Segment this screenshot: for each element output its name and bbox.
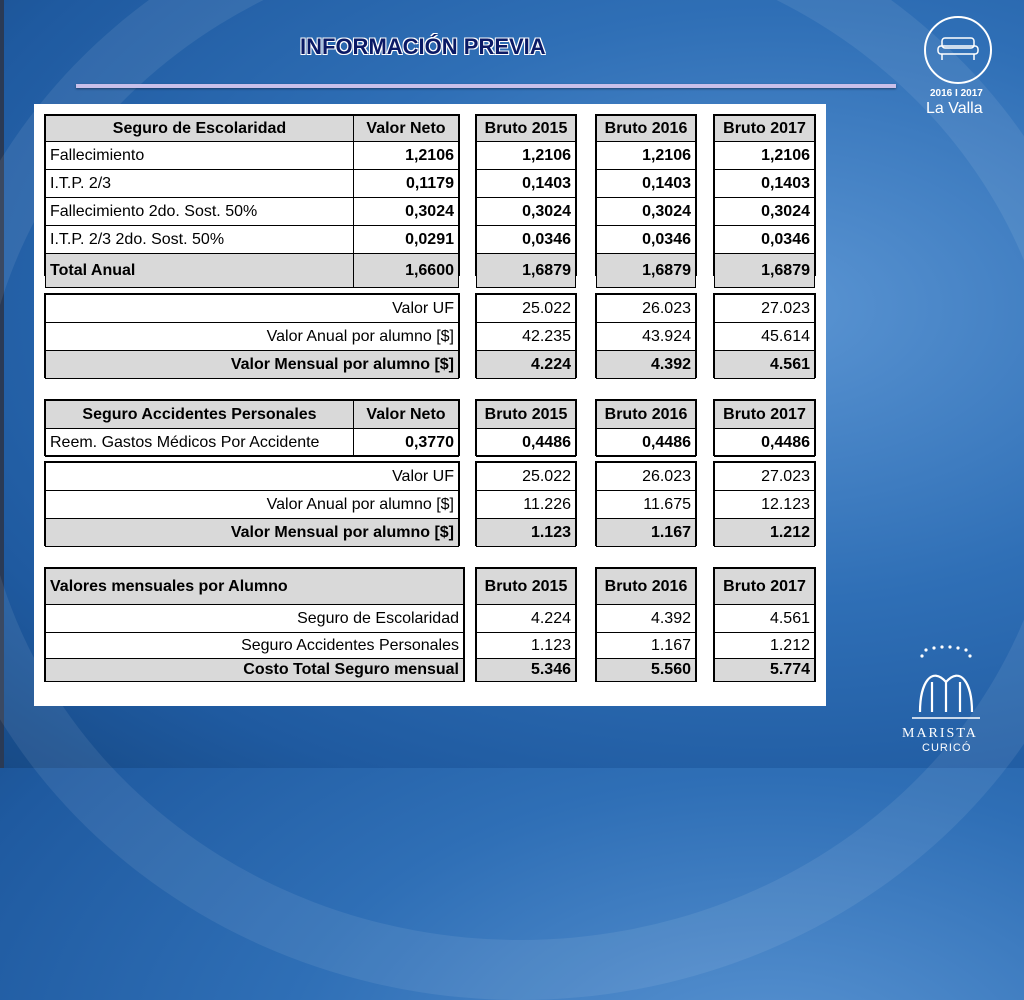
cell: 25.022: [477, 295, 576, 323]
row-label: I.T.P. 2/3 2do. Sost. 50%: [46, 226, 354, 254]
col-header: Bruto 2015: [477, 569, 576, 605]
escolaridad-values-2017: [713, 293, 816, 378]
cell: 0,4486: [597, 429, 696, 457]
cell: 4.224: [477, 351, 576, 379]
cell: 4.561: [715, 605, 815, 633]
cell: 0,4486: [715, 429, 815, 457]
col-header: Valor Neto: [354, 116, 459, 142]
row-label: Seguro de Escolaridad: [46, 605, 464, 633]
escolaridad-values-labels: [44, 293, 460, 378]
cell: 5.774: [715, 659, 815, 682]
cell: 1.167: [597, 519, 696, 547]
accidentes-values-2017: [713, 461, 816, 546]
col-header: Bruto 2016: [597, 569, 696, 605]
row-label: Fallecimiento: [46, 142, 354, 170]
cell: 5.346: [477, 659, 576, 682]
cell: 0,1403: [715, 170, 815, 198]
cell: 4.392: [597, 605, 696, 633]
cell: 0,3770: [354, 429, 459, 457]
cell: 1,2106: [477, 142, 576, 170]
col-header: Bruto 2015: [477, 401, 576, 429]
col-header: Bruto 2016: [597, 401, 696, 429]
cell: 0,1403: [597, 170, 696, 198]
accidentes-values-labels: [44, 461, 460, 546]
accidentes-2017-table: [713, 399, 816, 456]
col-header: Seguro Accidentes Personales: [46, 401, 354, 429]
cell: 0,3024: [715, 198, 815, 226]
escolaridad-2017-table: [713, 114, 816, 279]
row-label: Valor UF: [46, 295, 459, 323]
mensuales-2017-table: [713, 567, 816, 682]
cell: 4.392: [597, 351, 696, 379]
cell: 27.023: [715, 463, 815, 491]
title-underline: [76, 84, 896, 88]
mensuales-labels-table: [44, 567, 465, 682]
logo-years: 2016 I 2017: [930, 88, 983, 99]
logo-name: La Valla: [926, 100, 983, 117]
cell: 43.924: [597, 323, 696, 351]
cell: 0,0291: [354, 226, 459, 254]
accidentes-2015-table: [475, 399, 577, 456]
escolaridad-values-2016: [595, 293, 697, 378]
cell: 11.226: [477, 491, 576, 519]
col-header: Seguro de Escolaridad: [46, 116, 354, 142]
col-header: Bruto 2017: [715, 569, 815, 605]
mensuales-2016-table: [595, 567, 697, 682]
brand-city: CURICÓ: [922, 742, 972, 754]
content-panel: [34, 104, 826, 706]
cell: 1.212: [715, 519, 815, 547]
cell: 4.224: [477, 605, 576, 633]
cell: 1,2106: [597, 142, 696, 170]
row-label: Seguro Accidentes Personales: [46, 633, 464, 659]
col-header: Bruto 2015: [477, 116, 576, 142]
accidentes-values-2016: [595, 461, 697, 546]
total-label: Valor Mensual por alumno [$]: [46, 519, 459, 547]
cell: 12.123: [715, 491, 815, 519]
cell: 0,3024: [354, 198, 459, 226]
mensuales-2015-table: [475, 567, 577, 682]
cell: 26.023: [597, 295, 696, 323]
escolaridad-2016-table: [595, 114, 697, 279]
cell: 1,6600: [354, 254, 459, 288]
cell: 0,3024: [477, 198, 576, 226]
cell: 1,2106: [354, 142, 459, 170]
row-label: I.T.P. 2/3: [46, 170, 354, 198]
escolaridad-2015-table: [475, 114, 577, 279]
cell: 1.167: [597, 633, 696, 659]
row-label: Valor UF: [46, 463, 459, 491]
sofa-icon: [936, 36, 980, 62]
col-header: Valores mensuales por Alumno: [46, 569, 464, 605]
cell: 0,0346: [477, 226, 576, 254]
cell: 0,0346: [597, 226, 696, 254]
cell: 1.123: [477, 633, 576, 659]
total-label: Costo Total Seguro mensual: [46, 659, 464, 682]
accidentes-values-2015: [475, 461, 577, 546]
row-label: Valor Anual por alumno [$]: [46, 491, 459, 519]
row-label: Reem. Gastos Médicos Por Accidente: [46, 429, 354, 457]
accidentes-2016-table: [595, 399, 697, 456]
col-header: Bruto 2017: [715, 116, 815, 142]
cell: 1,6879: [597, 254, 696, 288]
cell: 1,6879: [715, 254, 815, 288]
brand-name: MARISTA: [902, 726, 978, 741]
col-header: Bruto 2016: [597, 116, 696, 142]
escolaridad-left-table: [44, 114, 460, 279]
cell: 45.614: [715, 323, 815, 351]
accidentes-left-table: [44, 399, 460, 456]
row-label: Fallecimiento 2do. Sost. 50%: [46, 198, 354, 226]
cell: 4.561: [715, 351, 815, 379]
cell: 11.675: [597, 491, 696, 519]
cell: 1.212: [715, 633, 815, 659]
cell: 5.560: [597, 659, 696, 682]
col-header: Bruto 2017: [715, 401, 815, 429]
cell: 27.023: [715, 295, 815, 323]
total-label: Total Anual: [46, 254, 354, 288]
cell: 26.023: [597, 463, 696, 491]
cell: 1,6879: [477, 254, 576, 288]
cell: 1,2106: [715, 142, 815, 170]
cell: 42.235: [477, 323, 576, 351]
row-label: Valor Anual por alumno [$]: [46, 323, 459, 351]
cell: 0,1179: [354, 170, 459, 198]
cell: 1.123: [477, 519, 576, 547]
la-valla-logo: [924, 16, 992, 84]
page-title: INFORMACIÓN PREVIA: [300, 34, 546, 59]
cell: 25.022: [477, 463, 576, 491]
total-label: Valor Mensual por alumno [$]: [46, 351, 459, 379]
cell: 0,0346: [715, 226, 815, 254]
cell: 0,4486: [477, 429, 576, 457]
escolaridad-values-2015: [475, 293, 577, 378]
cell: 0,3024: [597, 198, 696, 226]
col-header: Valor Neto: [354, 401, 459, 429]
marista-monogram-icon: [902, 642, 990, 726]
cell: 0,1403: [477, 170, 576, 198]
